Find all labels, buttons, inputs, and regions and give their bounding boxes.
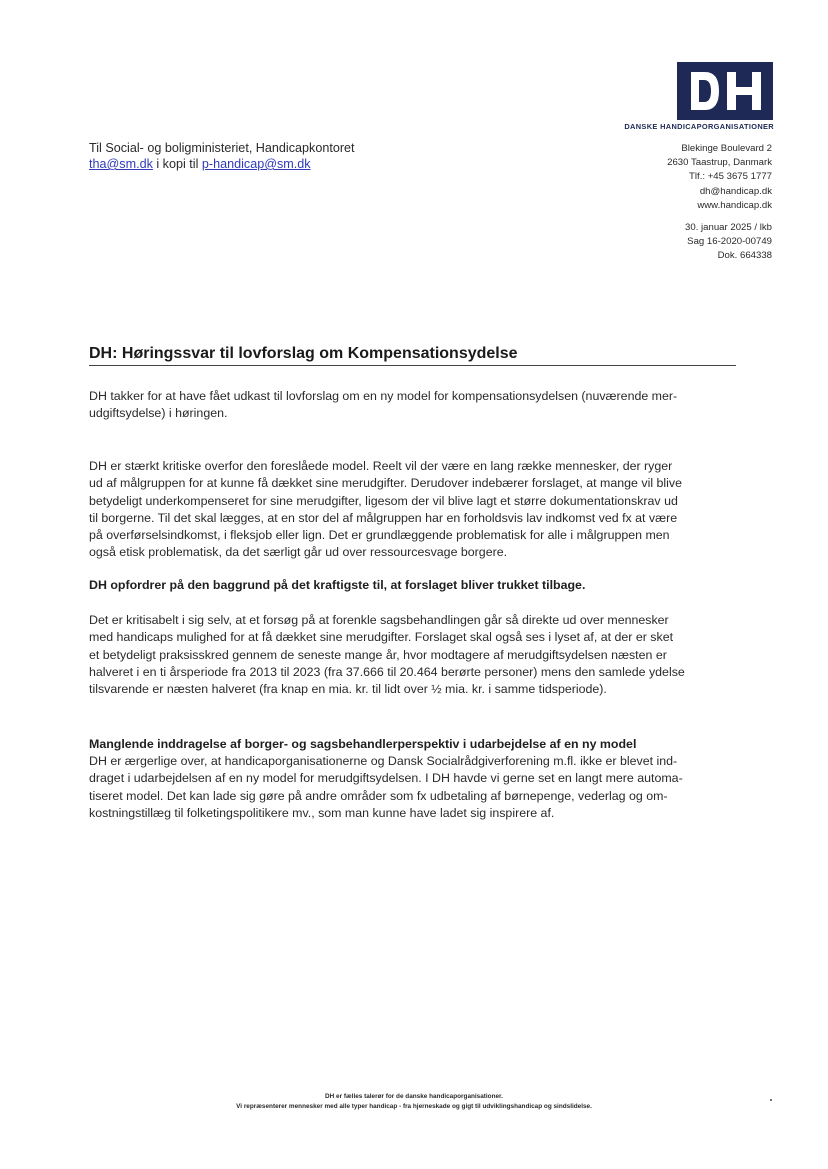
recipient-block	[89, 140, 355, 172]
page-footer	[0, 1092, 828, 1111]
footer-line: Vi repræsenterer mennesker med alle typer handicap - fra hjerneskade og gigt til udviklingshandicap og sindslidelse.	[236, 1102, 592, 1110]
intro-paragraph	[89, 388, 739, 423]
text-line: ud af målgruppen for at kunne få dækket sine merudgifter. Derudover indebærer forslaget, at mange vil blive	[89, 476, 683, 491]
text-line: tilsvarende er næsten halveret (fra knap en mia. kr. til lidt over ½ mia. kr. i samme tidsperiode).	[89, 682, 607, 697]
section-heading: Manglende inddragelse af borger- og sagsbehandlerperspektiv i udarbejdelse af en ny model	[89, 737, 637, 751]
recipient-email-link[interactable]: tha@sm.dk	[89, 157, 153, 171]
text-line: et betydeligt praksisskred gennem de seneste mange år, hvor modtagere af merudgiftsydelsen næsten er	[89, 647, 667, 662]
section-paragraph	[89, 753, 739, 822]
text-line: også etisk problematisk, da det særligt går ud over ressourcesvage borgere.	[89, 545, 508, 560]
text-line: DH er stærkt kritiske overfor den foreslåede model. Reelt vil der være en lang række mennesker, der ryger	[89, 459, 673, 473]
sender-address-block	[667, 142, 772, 213]
scan-speck	[770, 1099, 772, 1101]
document-meta	[685, 221, 772, 264]
meta-doc: Dok. 664338	[717, 250, 772, 262]
text-line: med handicaps mulighed for at få dækket sine merudgifter. Forslaget skal også ses i lyset af, at der er sket	[89, 630, 674, 645]
document-title: DH: Høringssvar til lovforslag om Kompensationsydelse	[89, 345, 736, 366]
meta-case: Sag 16-2020-00749	[687, 236, 772, 248]
sender-phone: Tlf.: +45 3675 1777	[689, 171, 772, 183]
recipient-emails	[89, 156, 355, 172]
text-line: DH er ærgerlige over, at handicaporganisationerne og Dansk Socialrådgiverforening m.fl. ikke er blevet ind-	[89, 754, 678, 768]
text-line: betydeligt underkompenseret for sine merudgifter, ligesom der vil blive lagt et større dokumentationskrav ud	[89, 493, 678, 508]
text-line: DH takker for at have fået udkast til lovforslag om en ny model for kompensationsydelsen (nuværende mer-	[89, 389, 678, 403]
copy-text: i kopi til	[152, 157, 202, 171]
sender-email: dh@handicap.dk	[699, 185, 772, 197]
org-name: DANSKE HANDICAPORGANISATIONER	[624, 122, 774, 131]
text-line: draget i udarbejdelsen af en ny model for merudgiftsydelsen. I DH havde vi gerne set en langt mere automa-	[89, 771, 683, 786]
recipient-line: Til Social- og boligministeriet, Handicapkontoret	[89, 141, 355, 155]
text-line: halveret i en ti årsperiode fra 2013 til 2023 (fra 37.666 til 20.464 berørte personer) mens den samlede ydelse	[89, 664, 685, 679]
bold-statement: DH opfordrer på den baggrund på det kraftigste til, at forslaget bliver trukket tilbage.	[89, 578, 586, 592]
text-line: på overførselsindkomst, i fleksjob eller lign. Det er grundlæggende problematisk for alle i målgruppen men	[89, 528, 670, 543]
statistics-paragraph	[89, 612, 739, 698]
sender-city: 2630 Taastrup, Danmark	[667, 157, 772, 169]
text-line: udgiftsydelse) i høringen.	[89, 406, 228, 421]
sender-web: www.handicap.dk	[697, 199, 772, 211]
text-line: tiseret model. Det kan lade sig gøre på andre områder som fx udbetaling af børnepenge, vederlag og om-	[89, 788, 668, 803]
meta-date: 30. januar 2025 / lkb	[685, 222, 772, 233]
dh-logo	[677, 62, 773, 120]
sender-street: Blekinge Boulevard 2	[681, 143, 772, 154]
copy-email-link[interactable]: p-handicap@sm.dk	[201, 157, 311, 171]
text-line: kostningstillæg til folketingspolitikere mv., som man kunne have ladet sig inspirere af.	[89, 805, 555, 820]
text-line: til borgerne. Til det skal lægges, at en stor del af målgruppen har en forholdsvis lav indkomst ved fx at være	[89, 510, 678, 525]
text-line: Det er kritisabelt i sig selv, at et forsøg på at forenkle sagsbehandlingen går så direkte ud over mennesker	[89, 613, 669, 627]
footer-line: DH er fælles talerør for de danske handicaporganisationer.	[325, 1093, 503, 1100]
critique-paragraph	[89, 458, 739, 562]
